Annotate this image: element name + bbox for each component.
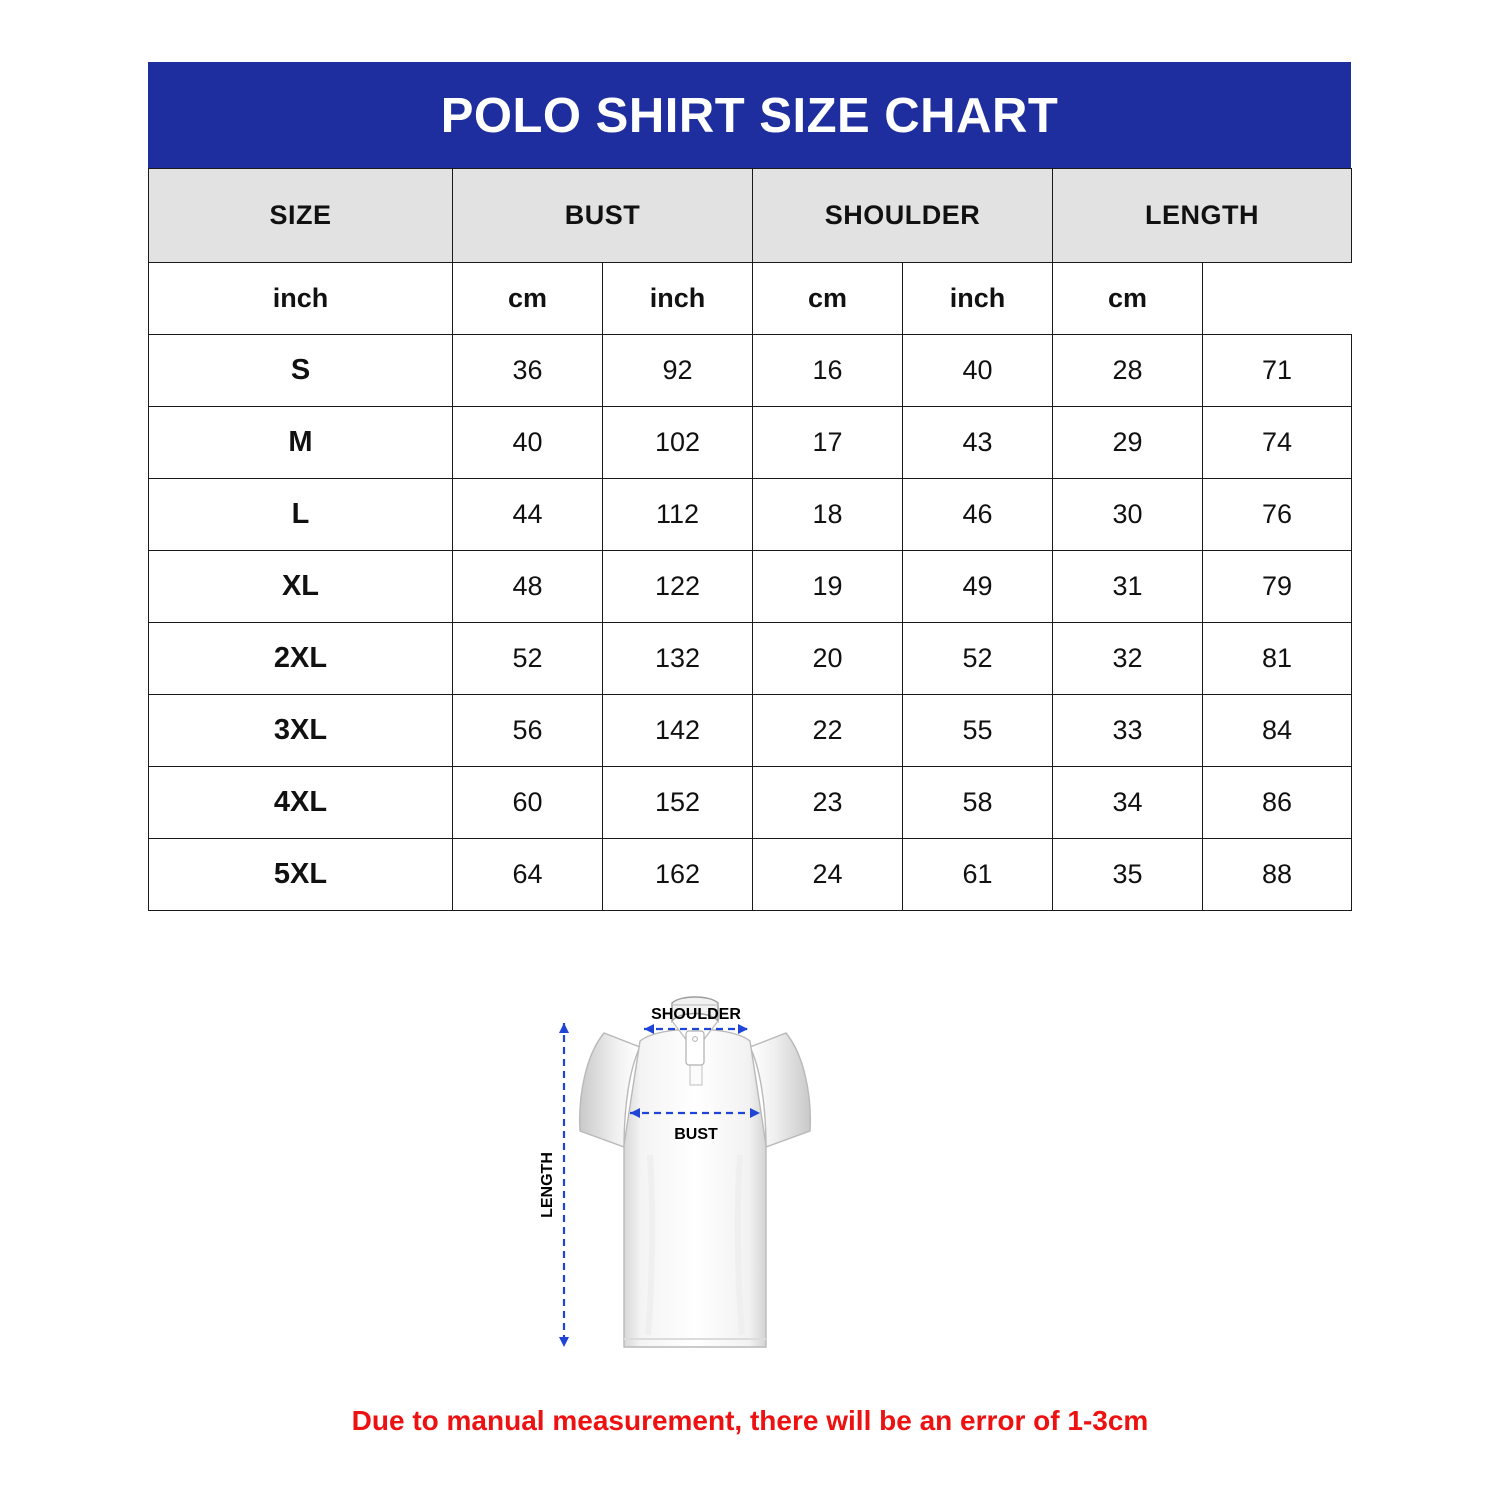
- row-shoulder-inch: 24: [753, 839, 903, 911]
- table-row: [149, 335, 1352, 407]
- row-length-inch: 32: [1053, 623, 1203, 695]
- row-length-inch: 35: [1053, 839, 1203, 911]
- row-bust-cm: 102: [603, 407, 753, 479]
- row-bust-inch: 44: [453, 479, 603, 551]
- row-length-cm: 81: [1203, 623, 1352, 695]
- row-shoulder-inch: 20: [753, 623, 903, 695]
- row-shoulder-cm: 61: [903, 839, 1053, 911]
- row-shoulder-inch: 22: [753, 695, 903, 767]
- row-length-cm: 86: [1203, 767, 1352, 839]
- row-bust-inch: 52: [453, 623, 603, 695]
- row-size: 5XL: [149, 839, 453, 911]
- table-header-row: [149, 169, 1352, 263]
- row-size: S: [149, 335, 453, 407]
- row-shoulder-cm: 55: [903, 695, 1053, 767]
- row-length-inch: 29: [1053, 407, 1203, 479]
- row-shoulder-cm: 43: [903, 407, 1053, 479]
- bust-label: BUST: [674, 1126, 718, 1143]
- row-shoulder-inch: 17: [753, 407, 903, 479]
- table-row: [149, 695, 1352, 767]
- row-length-cm: 88: [1203, 839, 1352, 911]
- unit-length-inch: inch: [903, 263, 1053, 335]
- row-bust-cm: 132: [603, 623, 753, 695]
- row-length-inch: 28: [1053, 335, 1203, 407]
- row-shoulder-inch: 23: [753, 767, 903, 839]
- row-size: M: [149, 407, 453, 479]
- size-chart-table-block: [148, 62, 1351, 911]
- row-shoulder-cm: 40: [903, 335, 1053, 407]
- row-size: L: [149, 479, 453, 551]
- row-bust-inch: 48: [453, 551, 603, 623]
- row-length-cm: 71: [1203, 335, 1352, 407]
- length-label: LENGTH: [539, 1152, 556, 1218]
- col-header-length: LENGTH: [1053, 169, 1352, 263]
- chart-title: POLO SHIRT SIZE CHART: [148, 62, 1351, 168]
- row-bust-cm: 162: [603, 839, 753, 911]
- col-header-size: SIZE: [149, 169, 453, 263]
- row-bust-inch: 36: [453, 335, 603, 407]
- row-length-cm: 76: [1203, 479, 1352, 551]
- row-bust-cm: 112: [603, 479, 753, 551]
- row-length-inch: 34: [1053, 767, 1203, 839]
- table-row: [149, 551, 1352, 623]
- row-shoulder-inch: 19: [753, 551, 903, 623]
- row-shoulder-inch: 16: [753, 335, 903, 407]
- row-length-cm: 84: [1203, 695, 1352, 767]
- row-shoulder-cm: 58: [903, 767, 1053, 839]
- row-bust-cm: 122: [603, 551, 753, 623]
- row-size: XL: [149, 551, 453, 623]
- polo-shirt-diagram: [520, 955, 940, 1375]
- row-shoulder-cm: 46: [903, 479, 1053, 551]
- measurement-note: Due to manual measurement, there will be an error of 1-3cm: [351, 1405, 1149, 1436]
- shirt-illustration: [580, 997, 811, 1347]
- col-header-bust: BUST: [453, 169, 753, 263]
- col-header-shoulder: SHOULDER: [753, 169, 1053, 263]
- row-length-inch: 31: [1053, 551, 1203, 623]
- row-size: 2XL: [149, 623, 453, 695]
- table-row: [149, 407, 1352, 479]
- row-size: 3XL: [149, 695, 453, 767]
- row-bust-cm: 142: [603, 695, 753, 767]
- row-length-cm: 74: [1203, 407, 1352, 479]
- row-length-cm: 79: [1203, 551, 1352, 623]
- row-length-inch: 30: [1053, 479, 1203, 551]
- row-shoulder-cm: 52: [903, 623, 1053, 695]
- unit-shoulder-cm: cm: [753, 263, 903, 335]
- row-bust-cm: 92: [603, 335, 753, 407]
- row-size: 4XL: [149, 767, 453, 839]
- size-table: [148, 168, 1352, 911]
- table-row: [149, 479, 1352, 551]
- row-shoulder-inch: 18: [753, 479, 903, 551]
- table-row: [149, 767, 1352, 839]
- row-bust-inch: 40: [453, 407, 603, 479]
- table-row: [149, 839, 1352, 911]
- unit-bust-inch: inch: [149, 263, 453, 335]
- unit-shoulder-inch: inch: [603, 263, 753, 335]
- row-shoulder-cm: 49: [903, 551, 1053, 623]
- unit-length-cm: cm: [1053, 263, 1203, 335]
- row-bust-inch: 64: [453, 839, 603, 911]
- table-row: [149, 623, 1352, 695]
- row-length-inch: 33: [1053, 695, 1203, 767]
- table-unit-row: [149, 263, 1352, 335]
- row-bust-inch: 56: [453, 695, 603, 767]
- row-bust-inch: 60: [453, 767, 603, 839]
- unit-bust-cm: cm: [453, 263, 603, 335]
- shoulder-label: SHOULDER: [651, 1006, 741, 1023]
- row-bust-cm: 152: [603, 767, 753, 839]
